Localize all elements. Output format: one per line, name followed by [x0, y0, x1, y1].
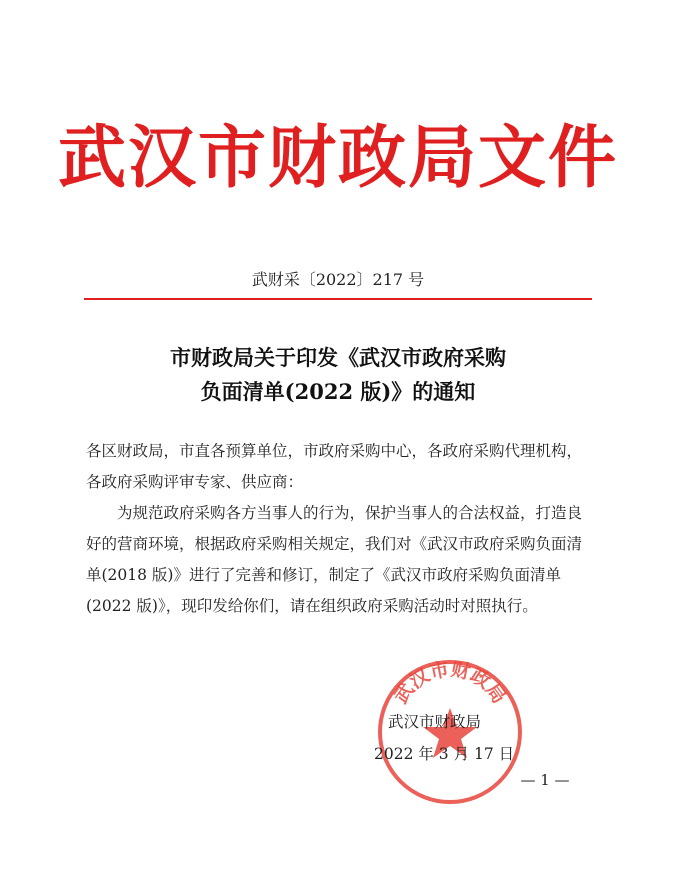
signature-date: 2022 年 3 月 17 日	[374, 745, 515, 763]
addressee-paragraph: 各区财政局，市直各预算单位，市政府采购中心，各政府采购代理机构，各政府采购评审专家、供应商：	[86, 442, 583, 491]
page-number: — 1 —	[520, 771, 570, 789]
signature-organization: 武汉市财政局	[388, 713, 482, 731]
notice-body	[86, 436, 596, 622]
main-paragraph: 为规范政府采购各方当事人的行为，保护当事人的合法权益，打造良好的营商环境，根据政府采购相关规定，我们对《武汉市政府采购负面清单(2018 版)》进行了完善和修订，制定了《武汉市政府采购负面清单(2022 版)》，现印发给你们，请在组织政府采购活动时对照执行。	[86, 504, 583, 615]
seal-text: 武汉市财政局	[389, 658, 511, 708]
notice-title-line-2: 负面清单(2022 版)》的通知	[200, 379, 476, 404]
official-seal-stamp	[374, 656, 526, 808]
notice-title	[0, 341, 676, 409]
notice-title-line-1: 市财政局关于印发《武汉市政府采购	[170, 345, 506, 370]
red-divider-line	[84, 298, 592, 300]
document-number: 武财采〔2022〕217 号	[251, 270, 425, 289]
masthead-title: 武汉市财政局文件	[57, 118, 618, 198]
